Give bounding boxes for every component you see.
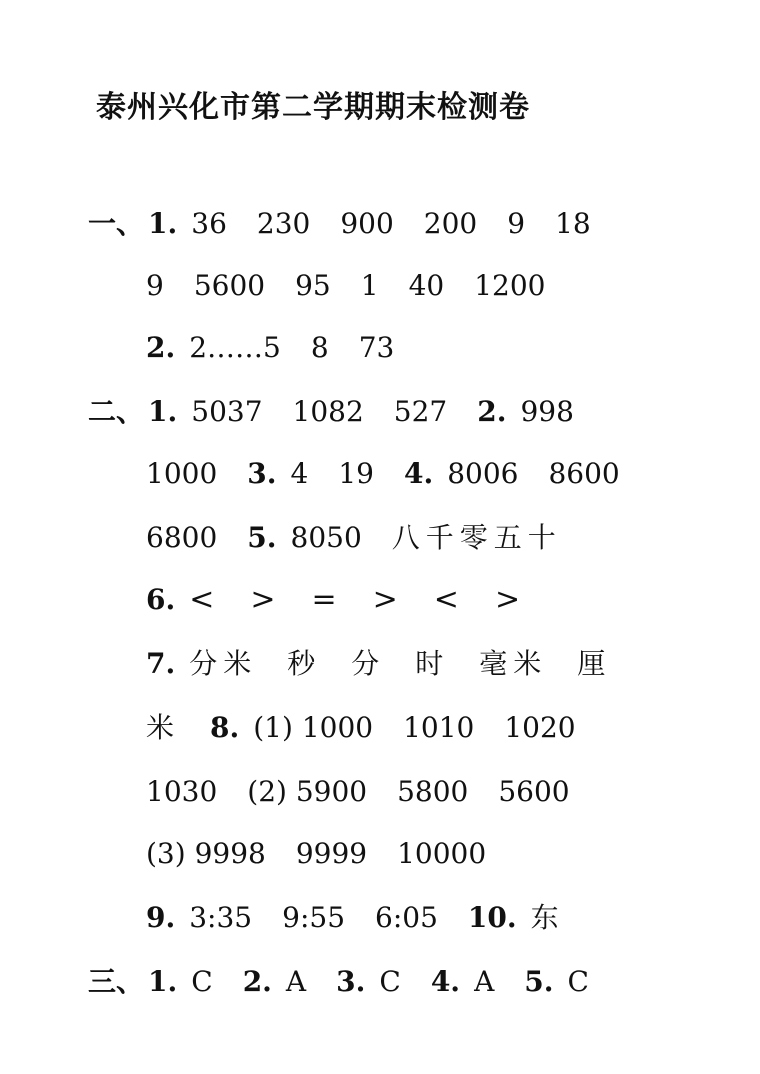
page-title: 泰州兴化市第二学期期末检测卷 <box>96 90 530 125</box>
question-number: 2. <box>146 331 176 364</box>
question-number: 2. <box>242 965 272 998</box>
answer-value: 19 <box>338 457 374 490</box>
answer-value: 5600 <box>498 775 570 808</box>
question-number: 5. <box>247 521 277 554</box>
answer-line-6 <box>146 520 592 556</box>
section-label: 三、 <box>88 965 145 998</box>
answer-value: 6800 <box>146 521 218 554</box>
answer-value: A <box>285 965 307 998</box>
answer-value: 73 <box>358 331 395 364</box>
question-number: 5. <box>524 965 554 998</box>
answer-value: 毫米 <box>479 647 548 680</box>
answer-line-13 <box>88 964 619 1000</box>
answer-value: > <box>250 582 276 617</box>
question-number: 7. <box>146 647 176 680</box>
answer-value: (3) 9998 <box>146 837 266 870</box>
answer-value: (1) 1000 <box>253 711 374 744</box>
answer-value: 40 <box>408 269 445 302</box>
answer-line-3 <box>146 330 424 366</box>
answer-value: 36 <box>191 207 227 240</box>
answer-value: 5037 <box>191 395 263 428</box>
answer-line-1 <box>88 206 621 242</box>
answer-value: 分米 <box>189 647 258 680</box>
answer-value: A <box>474 965 495 998</box>
answer-value: 5600 <box>193 269 266 302</box>
answer-line-10 <box>146 774 600 810</box>
answer-value: 5800 <box>397 775 469 808</box>
answer-line-2 <box>146 268 575 304</box>
answer-value: 10000 <box>397 837 487 870</box>
answer-value: 200 <box>423 207 478 240</box>
answer-value: 秒 <box>287 647 322 680</box>
question-number: 4. <box>403 457 434 490</box>
answer-value: 1010 <box>403 711 475 744</box>
answer-value: 八千零五十 <box>391 521 562 554</box>
question-number: 8. <box>210 711 240 744</box>
section-label: 一、 <box>88 207 145 240</box>
answer-value: 900 <box>340 207 394 240</box>
answer-value: 8050 <box>290 521 362 554</box>
answer-value: C <box>191 965 213 998</box>
answer-value: < <box>189 582 215 617</box>
answer-value: 1 <box>360 269 379 302</box>
question-number: 10. <box>467 901 517 934</box>
answer-line-4 <box>88 394 604 430</box>
answer-value: 3:35 <box>189 901 253 934</box>
answer-value: 1000 <box>146 457 218 490</box>
answer-line-7 <box>146 582 556 618</box>
answer-value: 8006 <box>447 457 519 490</box>
answer-value: 18 <box>555 207 591 240</box>
question-number: 3. <box>336 965 366 998</box>
answer-value: 米 <box>146 711 181 744</box>
answer-line-9 <box>146 710 606 746</box>
answer-value: < <box>433 582 459 617</box>
answer-value: 时 <box>415 647 450 680</box>
answer-value: > <box>372 582 398 617</box>
answer-value: 1200 <box>474 269 546 302</box>
question-number: 2. <box>477 395 507 428</box>
answer-value: 2……5 <box>189 331 281 364</box>
answer-value: 998 <box>520 395 574 428</box>
question-number: 3. <box>247 457 277 490</box>
answer-value: C <box>567 965 589 998</box>
answer-line-11 <box>146 836 516 872</box>
answer-value: > <box>494 582 521 617</box>
answer-value: 4 <box>290 457 309 490</box>
answer-value: = <box>311 582 337 617</box>
answer-value: 9999 <box>295 837 368 870</box>
answer-value: 厘 <box>577 647 612 680</box>
answer-value: 8600 <box>548 457 620 490</box>
answer-value: 1082 <box>292 395 364 428</box>
answer-value: 9 <box>507 207 526 240</box>
answer-line-8 <box>146 646 641 682</box>
question-number: 4. <box>430 965 461 998</box>
question-number: 9. <box>146 901 176 934</box>
answer-value: 分 <box>351 647 386 680</box>
answer-value: 9:55 <box>282 901 346 934</box>
answer-value: 东 <box>530 901 565 934</box>
answer-value: 1030 <box>146 775 218 808</box>
section-label: 二、 <box>88 395 145 428</box>
answer-value: (2) 5900 <box>247 775 368 808</box>
answer-value: 6:05 <box>375 901 438 934</box>
question-number: 1. <box>148 965 178 998</box>
question-number: 6. <box>146 583 176 616</box>
answer-value: C <box>379 965 401 998</box>
answer-value: 1020 <box>504 711 576 744</box>
question-number: 1. <box>148 207 178 240</box>
answer-value: 230 <box>256 207 311 240</box>
answer-value: 95 <box>295 269 331 302</box>
answer-line-5 <box>146 456 650 492</box>
answer-line-12 <box>146 900 595 936</box>
answer-value: 8 <box>310 331 329 364</box>
answer-value: 527 <box>393 395 448 428</box>
answer-value: 9 <box>146 269 164 302</box>
question-number: 1. <box>148 395 178 428</box>
